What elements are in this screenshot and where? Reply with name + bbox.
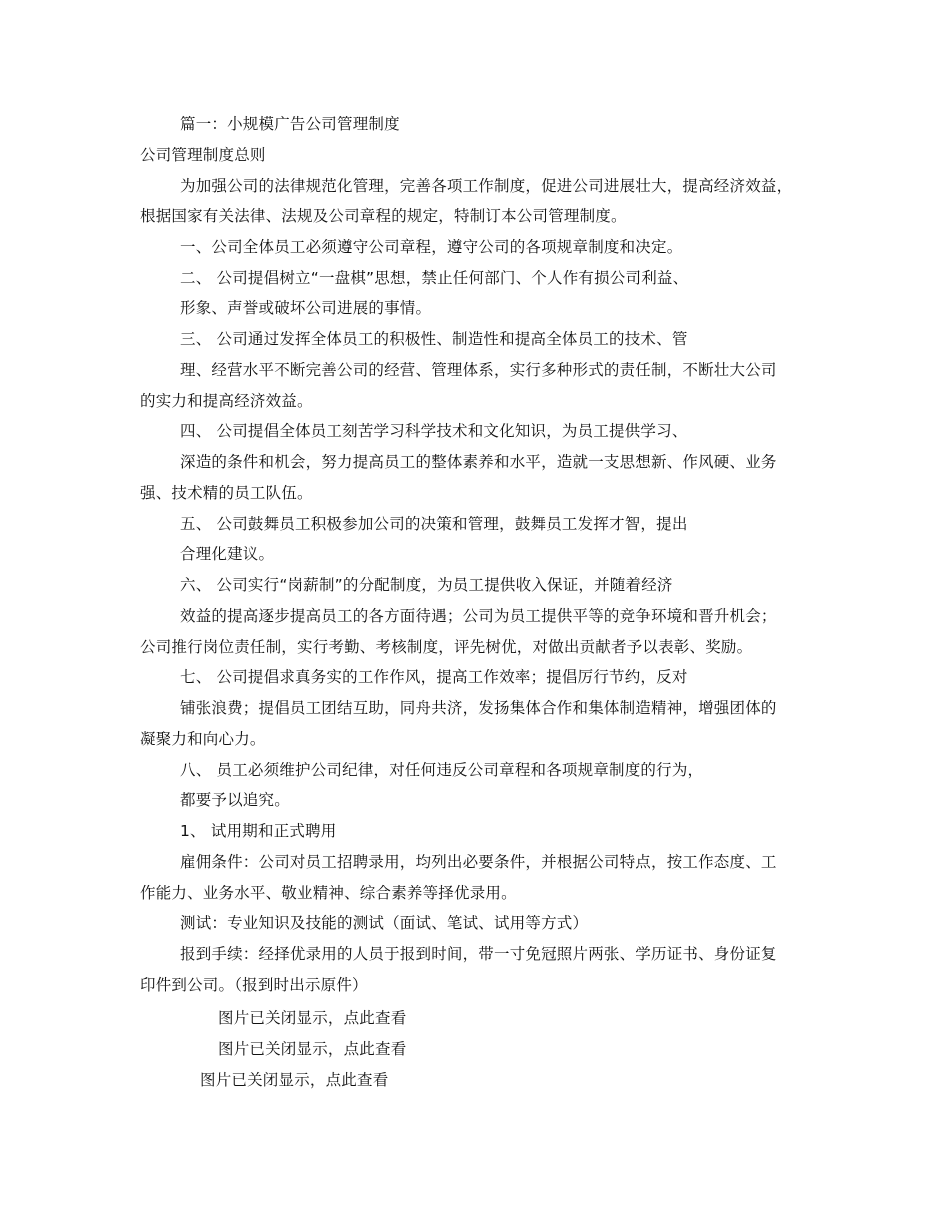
intro-line-1: 为加强公司的法律规范化管理，完善各项工作制度，促进公司进展壮大，提高经济效益， [180, 177, 793, 195]
report-line-2: 印件到公司。（报到时出示原件） [140, 976, 368, 994]
item-4-line-2: 深造的条件和机会，努力提高员工的整体素养和水平，造就一支思想新、作风硬、业务 [180, 453, 777, 471]
item-6-line-3: 公司推行岗位责任制，实行考勤、考核制度，评先树优，对做出贡献者予以表彰、奖励。 [140, 638, 753, 656]
intro-line-2: 根据国家有关法律、法规及公司章程的规定，特制订本公司管理制度。 [140, 207, 627, 225]
item-2-line-2: 形象、声誉或破坏公司进展的事情。 [180, 299, 432, 317]
item-2-line-1: 二、 公司提倡树立“一盘棋”思想，禁止任何部门、个人作有损公司利益、 [180, 269, 689, 287]
document-heading: 篇一：小规模广告公司管理制度 [180, 115, 400, 133]
item-6-line-1: 六、 公司实行“岗薪制”的分配制度，为员工提供收入保证，并随着经济 [180, 576, 673, 594]
item-3-line-3: 的实力和提高经济效益。 [140, 392, 313, 410]
hiring-line-2: 作能力、业务水平、敬业精神、综合素养等择优录用。 [140, 884, 517, 902]
image-notice-link[interactable]: 图片已关闭显示，点此查看 [218, 1009, 407, 1027]
hiring-line-1: 雇佣条件：公司对员工招聘录用，均列出必要条件，并根据公司特点，按工作态度、工 [180, 853, 777, 871]
image-notice-link[interactable]: 图片已关闭显示，点此查看 [200, 1071, 389, 1089]
item-1: 一、公司全体员工必须遵守公司章程，遵守公司的各项规章制度和决定。 [180, 238, 683, 256]
item-7-line-3: 凝聚力和向心力。 [140, 730, 266, 748]
item-8-line-1: 八、 员工必须维护公司纪律，对任何违反公司章程和各项规章制度的行为， [180, 761, 704, 779]
test-line: 测试：专业知识及技能的测试（面试、笔试、试用等方式） [180, 914, 589, 932]
item-5-line-2: 合理化建议。 [180, 545, 275, 563]
item-4-line-1: 四、 公司提倡全体员工刻苦学习科学技术和文化知识，为员工提供学习、 [180, 422, 688, 440]
item-7-line-2: 铺张浪费；提倡员工团结互助，同舟共济，发扬集体合作和集体制造精神，增强团体的 [180, 699, 777, 717]
item-4-line-3: 强、技术精的员工队伍。 [140, 484, 313, 502]
item-7-line-1: 七、 公司提倡求真务实的工作作风，提高工作效率；提倡厉行节约，反对 [180, 668, 688, 686]
report-line-1: 报到手续：经择优录用的人员于报到时间，带一寸免冠照片两张、学历证书、身份证复 [180, 945, 777, 963]
item-6-line-2: 效益的提高逐步提高员工的各方面待遇；公司为员工提供平等的竞争环境和晋升机会； [180, 607, 777, 625]
item-3-line-1: 三、 公司通过发挥全体员工的积极性、制造性和提高全体员工的技术、管 [180, 330, 688, 348]
image-notice-link[interactable]: 图片已关闭显示，点此查看 [218, 1040, 407, 1058]
document-subheading: 公司管理制度总则 [140, 146, 266, 164]
item-5-line-1: 五、 公司鼓舞员工积极参加公司的决策和管理，鼓舞员工发挥才智，提出 [180, 515, 688, 533]
item-8-line-2: 都要予以追究。 [180, 791, 290, 809]
section-1-title: 1、 试用期和正式聘用 [180, 822, 337, 840]
item-3-line-2: 理、经营水平不断完善公司的经营、管理体系，实行多种形式的责任制，不断壮大公司 [180, 361, 777, 379]
